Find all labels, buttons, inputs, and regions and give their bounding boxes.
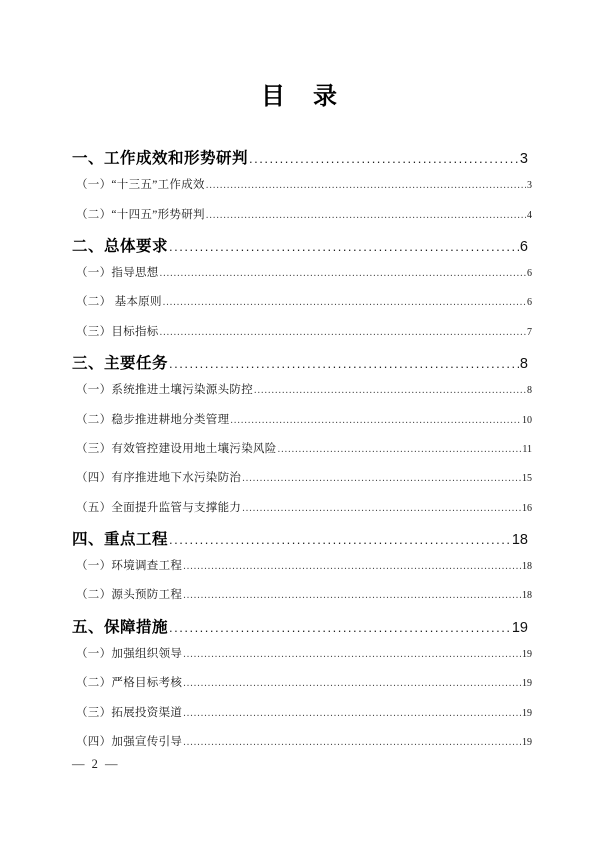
toc-dot-leader	[206, 205, 526, 223]
toc-entry-page: 19	[522, 678, 532, 690]
toc-dot-leader	[183, 703, 521, 721]
toc-entry[interactable]	[72, 234, 528, 263]
toc-entry-page: 7	[527, 326, 532, 338]
toc-entry-page: 3	[519, 151, 528, 167]
toc-entry-label: 五、保障措施	[72, 618, 169, 636]
toc-entry-page: 6	[527, 297, 532, 309]
toc-entry-label: （四）加强宣传引导	[76, 735, 183, 748]
toc-dot-leader	[242, 468, 521, 486]
toc-entry-page: 8	[519, 356, 528, 373]
toc-entry[interactable]	[72, 585, 532, 614]
toc-entry-page: 18	[522, 590, 532, 602]
toc-entry[interactable]	[72, 380, 532, 409]
page-number-footer: — 2 —	[72, 757, 120, 771]
toc-entry-label: （二） 基本原则	[76, 296, 162, 309]
toc-entry[interactable]	[72, 644, 532, 673]
toc-dot-leader	[254, 380, 526, 398]
toc-dot-leader	[242, 498, 521, 516]
toc-entry-label: （三）目标指标	[76, 325, 159, 338]
toc-entry[interactable]	[72, 351, 528, 380]
toc-entry[interactable]	[72, 322, 532, 351]
toc-dot-leader	[183, 556, 521, 574]
toc-entry-page: 8	[527, 385, 532, 397]
toc-entry[interactable]	[72, 615, 528, 644]
toc-entry-page: 15	[522, 473, 532, 485]
toc-entry[interactable]	[72, 292, 532, 321]
toc-entry[interactable]	[72, 556, 532, 585]
page-title: 目 录	[261, 83, 339, 110]
toc-dot-leader	[160, 322, 526, 340]
toc-dot-leader	[230, 410, 521, 428]
toc-entry-page: 18	[522, 561, 532, 573]
toc-entry-page: 6	[519, 238, 528, 255]
toc-entry-label: （一）环境调查工程	[76, 560, 183, 573]
toc-entry-page: 10	[522, 414, 532, 426]
toc-entry-label: （一）系统推进土壤污染源头防控	[76, 384, 253, 397]
toc-entry-label: （二）严格目标考核	[76, 677, 183, 690]
toc-entry[interactable]	[72, 703, 532, 732]
toc-dot-leader	[206, 175, 526, 193]
toc-entry-label: 一、工作成效和形势研判	[72, 150, 249, 167]
toc-dot-leader	[169, 619, 511, 637]
toc-entry-label: （三）有效管控建设用地土壤污染风险	[76, 442, 277, 455]
toc-entry[interactable]	[72, 175, 532, 204]
toc-entry-label: （二）稳步推进耕地分类管理	[76, 413, 230, 426]
toc-entry[interactable]	[72, 527, 528, 556]
toc-entry[interactable]	[72, 410, 532, 439]
toc-entry-label: （二）源头预防工程	[76, 589, 183, 602]
toc-entry-page: 16	[522, 502, 532, 514]
toc-entry-label: （五）全面提升监管与支撑能力	[76, 501, 242, 514]
toc-dot-leader	[169, 238, 519, 256]
toc-entry[interactable]	[72, 673, 532, 702]
toc-entry-page: 19	[522, 649, 532, 661]
toc-entry-label: （二）“十四五”形势研判	[76, 208, 205, 221]
toc-entry-page: 4	[527, 209, 532, 221]
toc-dot-leader	[160, 263, 526, 281]
toc-entry-label: （四）有序推进地下水污染防治	[76, 472, 242, 485]
toc-entry[interactable]	[72, 146, 528, 175]
toc-dot-leader	[183, 585, 521, 603]
toc-entry[interactable]	[72, 263, 532, 292]
toc-entry-page: 11	[522, 443, 532, 455]
toc-entry-label: （一）加强组织领导	[76, 648, 183, 661]
toc-dot-leader	[249, 150, 519, 168]
toc-entry-label: （三）拓展投资渠道	[76, 706, 183, 719]
toc-entry[interactable]	[72, 498, 532, 527]
toc-list	[72, 146, 532, 761]
toc-dot-leader	[169, 355, 519, 373]
toc-entry-page: 19	[522, 736, 532, 748]
toc-entry-label: 三、主要任务	[72, 355, 169, 373]
toc-entry[interactable]	[72, 468, 532, 497]
toc-entry[interactable]	[72, 205, 532, 234]
toc-entry-page: 19	[522, 707, 532, 719]
toc-entry-label: 四、重点工程	[72, 530, 169, 548]
toc-dot-leader	[163, 292, 526, 310]
toc-dot-leader	[183, 673, 521, 691]
toc-entry-page: 19	[511, 619, 528, 636]
toc-dot-leader	[183, 732, 521, 750]
toc-entry[interactable]	[72, 439, 532, 468]
toc-entry-label: （一）指导思想	[76, 267, 159, 280]
toc-entry-label: （一）“十三五”工作成效	[76, 179, 205, 192]
toc-entry-page: 3	[527, 180, 532, 192]
toc-entry[interactable]	[72, 732, 532, 761]
toc-dot-leader	[278, 439, 522, 457]
toc-dot-leader	[169, 531, 511, 549]
toc-dot-leader	[183, 644, 521, 662]
toc-entry-page: 6	[527, 268, 532, 280]
toc-entry-label: 二、总体要求	[72, 237, 169, 255]
toc-entry-page: 18	[511, 531, 528, 548]
